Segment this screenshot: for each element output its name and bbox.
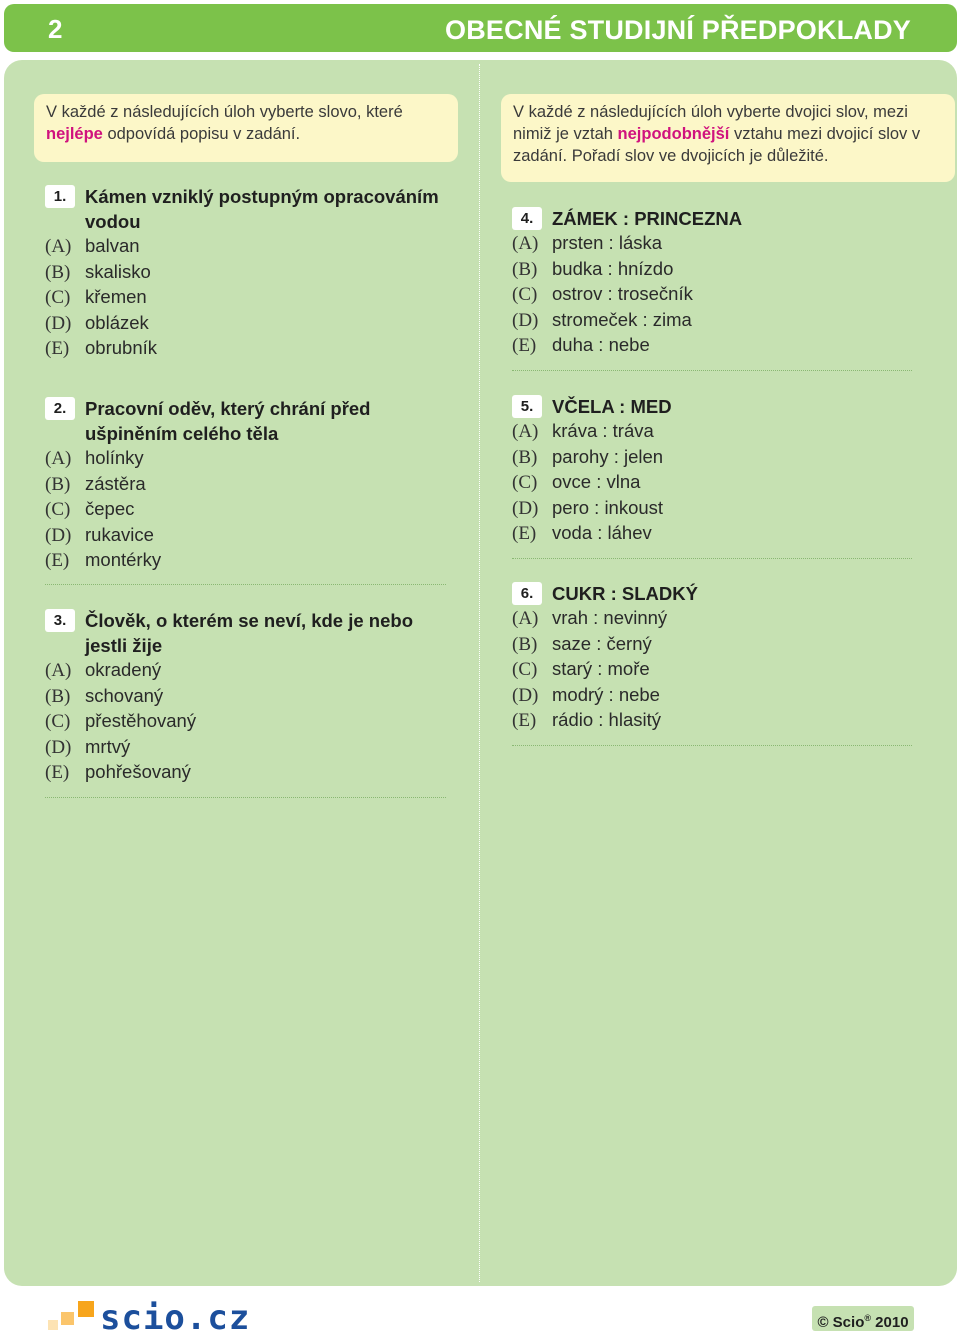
option-a[interactable] <box>512 606 922 632</box>
option-d[interactable] <box>512 683 922 709</box>
option-a[interactable] <box>45 658 455 684</box>
option-text: vrah : nevinný <box>552 607 668 628</box>
logo-square-icon <box>78 1301 94 1317</box>
option-letter: (A) <box>45 660 72 681</box>
option-text: parohy : jelen <box>552 445 664 467</box>
option-letter: (E) <box>45 338 70 359</box>
registered-mark: ® <box>864 1313 871 1323</box>
option-text: modrý : nebe <box>552 683 660 705</box>
option-text: ovce : vlna <box>552 471 641 492</box>
option-letter: (A) <box>512 421 539 442</box>
option-letter: (D) <box>45 736 72 758</box>
question-prompt <box>45 184 455 234</box>
instruction-left-text: V každé z následujících úloh vyberte slovo, které <box>46 103 403 121</box>
option-c[interactable] <box>45 285 455 311</box>
question-text: Člověk, o kterém se neví, kde je nebo jestli žije <box>85 610 413 656</box>
option-c[interactable] <box>512 657 922 683</box>
option-text: přestěhovaný <box>85 710 197 731</box>
instruction-right-text-end: vztahu mezi dvojicí slov v zadání. Pořadí slov ve dvojicích je důležité. <box>513 125 921 165</box>
option-text: pero : inkoust <box>552 496 664 518</box>
option-text: oblázek <box>85 311 149 333</box>
option-letter: (B) <box>45 261 71 283</box>
question-number: 3. <box>45 609 75 632</box>
option-text: křemen <box>85 286 147 307</box>
question-separator <box>512 558 912 559</box>
option-b[interactable] <box>512 445 922 471</box>
question-1 <box>45 184 455 362</box>
question-text: Kámen vzniklý postupným opracováním vodou <box>85 186 439 232</box>
option-text: montérky <box>85 549 162 570</box>
logo-square-icon <box>48 1320 58 1330</box>
option-text: okradený <box>85 659 162 680</box>
option-e[interactable] <box>512 333 922 359</box>
option-e[interactable] <box>45 548 455 574</box>
option-e[interactable] <box>45 336 455 362</box>
option-text: ostrov : trosečník <box>552 283 693 304</box>
logo-square-icon <box>61 1312 74 1325</box>
copyright-badge <box>812 1306 914 1331</box>
option-text: holínky <box>85 447 144 468</box>
question-2 <box>45 396 455 574</box>
option-letter: (B) <box>45 473 71 495</box>
question-text: VČELA : MED <box>552 396 672 417</box>
option-letter: (C) <box>512 659 538 680</box>
option-b[interactable] <box>512 257 922 283</box>
question-text: CUKR : SLADKÝ <box>552 583 698 604</box>
option-text: prsten : láska <box>552 232 663 253</box>
question-text: Pracovní oděv, který chrání před ušpiněním celého těla <box>85 398 371 444</box>
option-d[interactable] <box>512 308 922 334</box>
page-title: OBECNÉ STUDIJNÍ PŘEDPOKLADY <box>445 15 911 45</box>
option-letter: (E) <box>45 762 70 783</box>
option-letter: (C) <box>512 284 538 305</box>
option-letter: (C) <box>45 287 71 308</box>
option-letter: (D) <box>45 312 72 334</box>
option-text: balvan <box>85 235 140 256</box>
option-e[interactable] <box>512 521 922 547</box>
option-letter: (D) <box>45 524 72 546</box>
option-b[interactable] <box>45 472 455 498</box>
option-text: starý : moře <box>552 658 650 679</box>
option-text: saze : černý <box>552 632 652 654</box>
header-bar <box>4 4 957 52</box>
option-letter: (B) <box>45 685 71 707</box>
copyright-brand: © Scio <box>817 1314 865 1331</box>
instruction-left-text-end: odpovídá popisu v zadání. <box>102 125 301 143</box>
option-text: rukavice <box>85 523 154 545</box>
option-letter: (A) <box>45 448 72 469</box>
option-text: stromeček : zima <box>552 308 692 330</box>
question-prompt <box>512 581 922 606</box>
question-5 <box>512 394 922 547</box>
option-text: schovaný <box>85 684 164 706</box>
option-text: čepec <box>85 498 135 519</box>
option-text: rádio : hlasitý <box>552 709 661 730</box>
question-separator <box>512 745 912 746</box>
question-separator <box>512 370 912 371</box>
question-4 <box>512 206 922 359</box>
option-a[interactable] <box>45 446 455 472</box>
option-b[interactable] <box>45 260 455 286</box>
option-letter: (E) <box>512 710 537 731</box>
option-letter: (D) <box>512 497 539 519</box>
page-number: 2 <box>48 14 63 44</box>
question-text: ZÁMEK : PRINCEZNA <box>552 208 743 229</box>
question-prompt <box>512 206 922 231</box>
option-letter: (C) <box>45 499 71 520</box>
copyright-year: 2010 <box>875 1314 909 1331</box>
question-number: 2. <box>45 397 75 420</box>
option-letter: (C) <box>512 472 538 493</box>
option-letter: (E) <box>512 335 537 356</box>
instruction-right <box>501 94 955 182</box>
option-a[interactable] <box>45 234 455 260</box>
option-text: pohřešovaný <box>85 761 191 782</box>
option-c[interactable] <box>45 497 455 523</box>
question-number: 4. <box>512 207 542 230</box>
option-b[interactable] <box>45 684 455 710</box>
column-divider <box>479 64 480 1282</box>
option-c[interactable] <box>45 709 455 735</box>
option-b[interactable] <box>512 632 922 658</box>
option-letter: (E) <box>512 523 537 544</box>
option-e[interactable] <box>512 708 922 734</box>
option-letter: (D) <box>512 684 539 706</box>
question-prompt <box>512 394 922 419</box>
option-d[interactable] <box>512 496 922 522</box>
option-letter: (E) <box>45 550 70 571</box>
question-3 <box>45 608 455 786</box>
option-d[interactable] <box>45 523 455 549</box>
instruction-right-highlight: nejpodobnější <box>617 125 730 143</box>
question-6 <box>512 581 922 734</box>
instruction-left <box>34 94 458 162</box>
option-letter: (C) <box>45 711 71 732</box>
option-a[interactable] <box>512 419 922 445</box>
option-letter: (B) <box>512 446 538 468</box>
instruction-right-text: V každé z následujících úloh vyberte dvojici slov, mezi nimiž je vztah <box>513 103 908 143</box>
option-d[interactable] <box>45 735 455 761</box>
option-text: kráva : tráva <box>552 420 654 441</box>
scio-logo[interactable] <box>48 1298 251 1337</box>
option-e[interactable] <box>45 760 455 786</box>
question-separator <box>45 797 446 798</box>
question-number: 6. <box>512 582 542 605</box>
option-c[interactable] <box>512 470 922 496</box>
question-number: 5. <box>512 395 542 418</box>
option-letter: (D) <box>512 309 539 331</box>
option-text: duha : nebe <box>552 334 650 355</box>
option-d[interactable] <box>45 311 455 337</box>
logo-text: scio.cz <box>100 1298 251 1337</box>
option-text: zástěra <box>85 472 146 494</box>
option-letter: (B) <box>512 633 538 655</box>
option-text: budka : hnízdo <box>552 257 674 279</box>
option-letter: (A) <box>45 236 72 257</box>
option-text: skalisko <box>85 260 151 282</box>
instruction-left-highlight: nejlépe <box>46 125 103 143</box>
question-prompt <box>45 608 455 658</box>
option-a[interactable] <box>512 231 922 257</box>
option-c[interactable] <box>512 282 922 308</box>
option-letter: (B) <box>512 258 538 280</box>
question-separator <box>45 584 446 585</box>
option-letter: (A) <box>512 233 539 254</box>
question-prompt <box>45 396 455 446</box>
option-text: voda : láhev <box>552 522 652 543</box>
option-text: mrtvý <box>85 735 131 757</box>
option-text: obrubník <box>85 337 157 358</box>
option-letter: (A) <box>512 608 539 629</box>
question-number: 1. <box>45 185 75 208</box>
